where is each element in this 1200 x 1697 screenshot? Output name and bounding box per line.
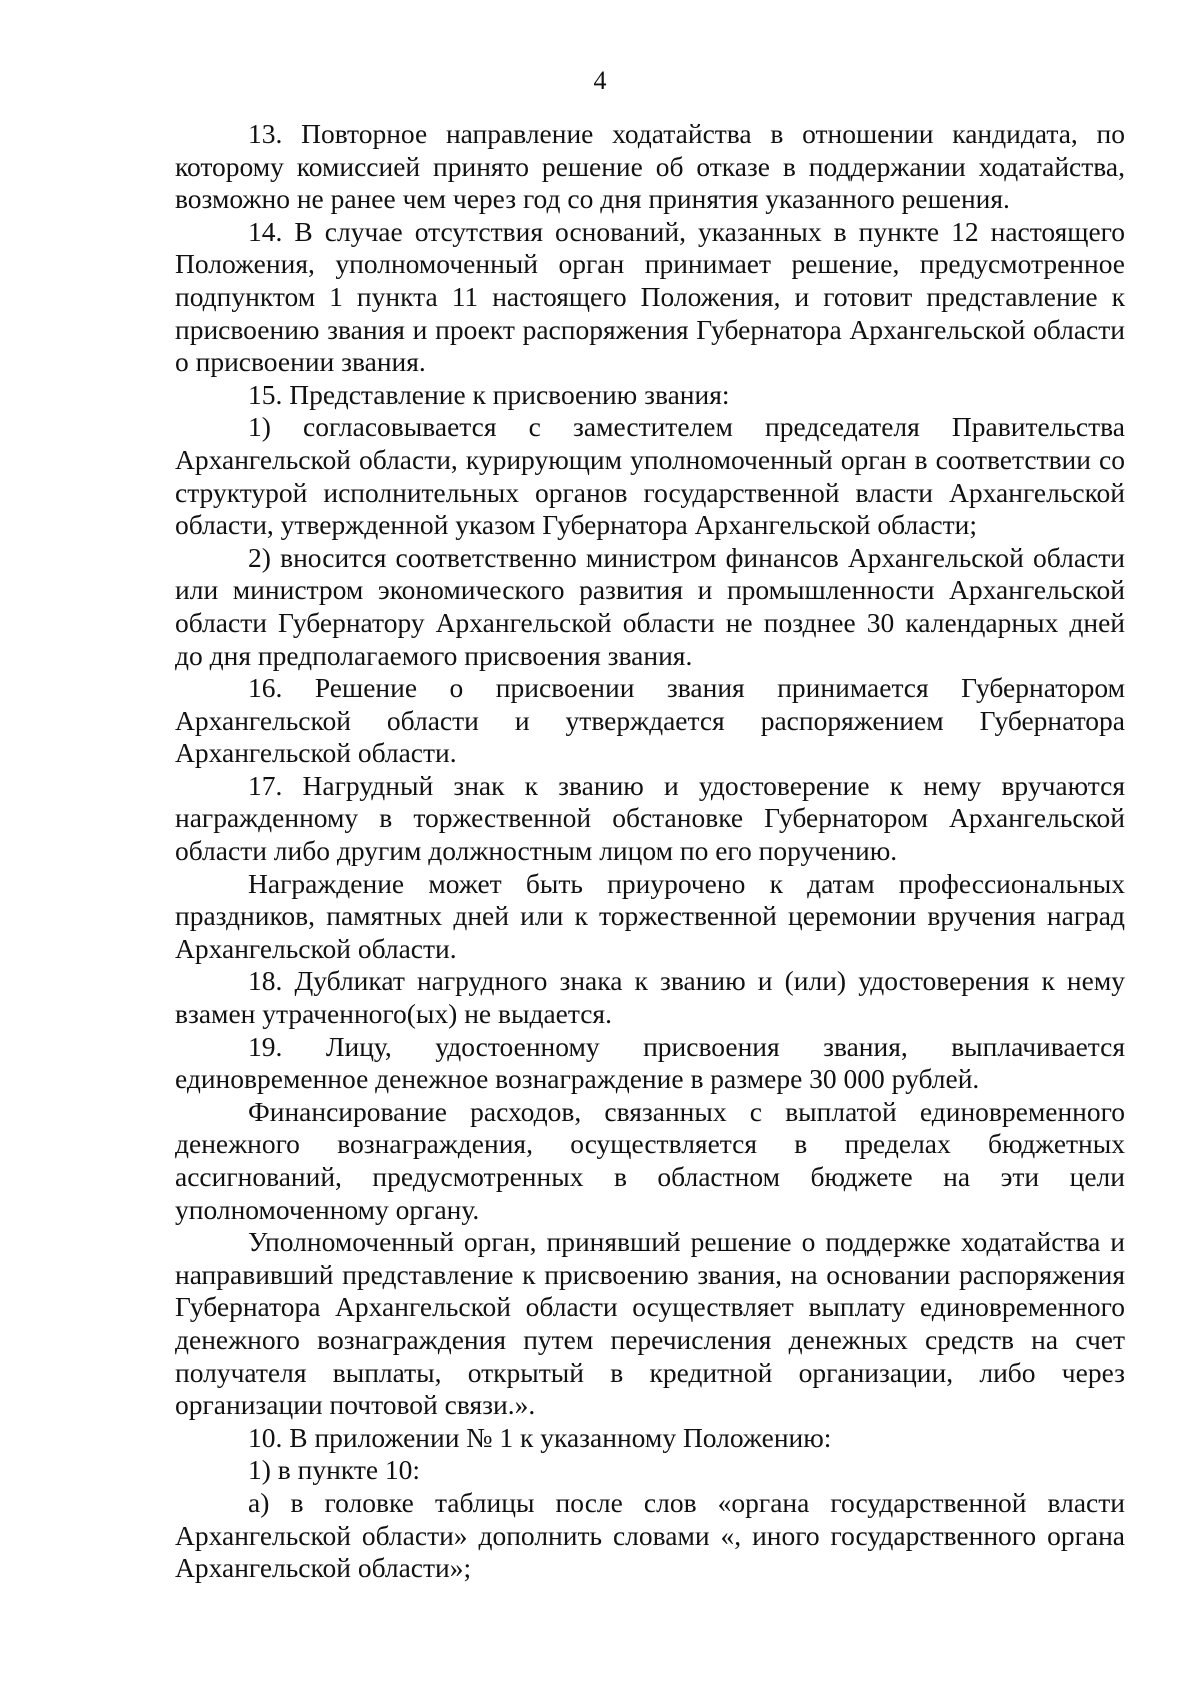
paragraph-subitem-15-1: 1) согласовывается с заместителем председателя Правительства Архангельской области, курирующим уполномоченный орган в соответствии со структурой исполнительных органов государственной власти Архангельской области, утвержденной указом Губернатора Архангельской области; [175, 411, 1125, 541]
paragraph-subitem-15-2: 2) вносится соответственно министром финансов Архангельской области или министром экономического развития и промышленности Архангельской области Губернатору Архангельской области не позднее 30 календарных дней до дня предполагаемого присвоения звания. [175, 541, 1125, 671]
paragraph-item-19-payment: Уполномоченный орган, принявший решение о поддержке ходатайства и направивший представление к присвоению звания, на основании распоряжения Губернатора Архангельской области осуществляет выплату единовременного денежного вознаграждения путем перечисления денежных средств на счет получателя выплаты, открытый в кредитной организации, либо через организации почтовой связи.». [175, 1226, 1125, 1421]
paragraph-amendment-10: 10. В приложении № 1 к указанному Положению: [248, 1421, 832, 1453]
paragraph-amendment-10-1: 1) в пункте 10: [248, 1454, 421, 1486]
paragraph-item-19: 19. Лицу, удостоенному присвоения звания, выплачивается единовременное денежное вознаграждение в размере 30 000 рублей. [175, 1030, 1125, 1095]
paragraph-item-18: 18. Дубликат нагрудного знака к званию и (или) удостоверения к нему взамен утраченного(ых) не выдается. [175, 965, 1125, 1030]
paragraph-item-16: 16. Решение о присвоении звания принимается Губернатором Архангельской области и утверждается распоряжением Губернатора Архангельской области. [175, 672, 1125, 769]
paragraph-item-17-continued: Награждение может быть приурочено к датам профессиональных праздников, памятных дней или к торжественной церемонии вручения наград Архангельской области. [175, 867, 1125, 964]
paragraph-item-15: 15. Представление к присвоению звания: [248, 378, 730, 410]
document-body [175, 118, 1125, 1585]
paragraph-amendment-10-1-a: а) в головке таблицы после слов «органа государственной власти Архангельской области» дополнить словами «, иного государственного органа Архангельской области»; [175, 1486, 1125, 1584]
paragraph-item-19-financing: Финансирование расходов, связанных с выплатой единовременного денежного вознаграждения, осуществляется в пределах бюджетных ассигнований, предусмотренных в областном бюджете на эти цели уполномоченному органу. [175, 1095, 1125, 1225]
paragraph-item-17: 17. Нагрудный знак к званию и удостоверение к нему вручаются награжденному в торжественной обстановке Губернатором Архангельской области либо другим должностным лицом по его поручению. [175, 769, 1125, 867]
page-number: 4 [593, 66, 607, 95]
paragraph-item-13: 13. Повторное направление ходатайства в отношении кандидата, по которому комиссией принято решение об отказе в поддержании ходатайства, возможно не ранее чем через год со дня принятия указанного решения. [175, 118, 1125, 215]
paragraph-item-14: 14. В случае отсутствия оснований, указанных в пункте 12 настоящего Положения, уполномоченный орган принимает решение, предусмотренное подпунктом 1 пункта 11 настоящего Положения, и готовит представление к присвоению звания и проект распоряжения Губернатора Архангельской области о присвоении звания. [175, 215, 1125, 378]
